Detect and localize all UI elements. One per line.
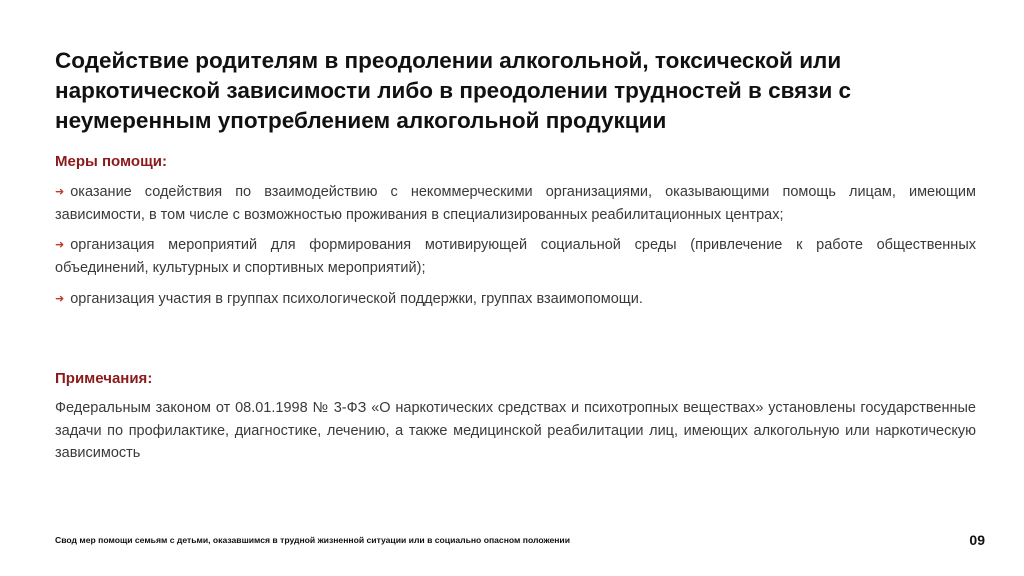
slide-title: Содействие родителям в преодолении алкогольной, токсической или наркотической зависимости либо в преодолении трудностей в связи с неумеренным употреблением алкогольной продукции [55,48,852,133]
measures-list [55,181,976,319]
footer-caption: Свод мер помощи семьям с детьми, оказавшимся в трудной жизненной ситуации или в социально опасном положении [55,535,570,545]
arrow-right-icon: ➜ [55,239,65,251]
list-item [55,288,976,311]
list-item [55,181,976,226]
arrow-right-icon: ➜ [55,186,65,198]
list-item [55,234,976,279]
list-item-text: оказание содействия по взаимодействию с некоммерческими организациями, оказывающими помощь лицам, имеющим зависимости, в том числе с возможностью проживания в специализированных реабилитационных центрах; [55,184,976,223]
notes-heading: Примечания: [55,370,153,387]
measures-heading: Меры помощи: [55,153,167,170]
list-item-text: организация участия в группах психологической поддержки, группах взаимопомощи. [70,291,643,307]
list-item-text: организация мероприятий для формирования мотивирующей социальной среды (привлечение к работе общественных объединений, культурных и спортивных мероприятий); [55,237,976,276]
notes-text: Федеральным законом от 08.01.1998 № 3-ФЗ «О наркотических средствах и психотропных веществах» установлены государственные задачи по профилактике, диагностике, лечению, а также медицинской реабилитации лиц, имеющих алкогольную или наркотическую зависимость [55,400,976,461]
arrow-right-icon: ➜ [55,293,65,305]
page-number: 09 [969,532,985,548]
